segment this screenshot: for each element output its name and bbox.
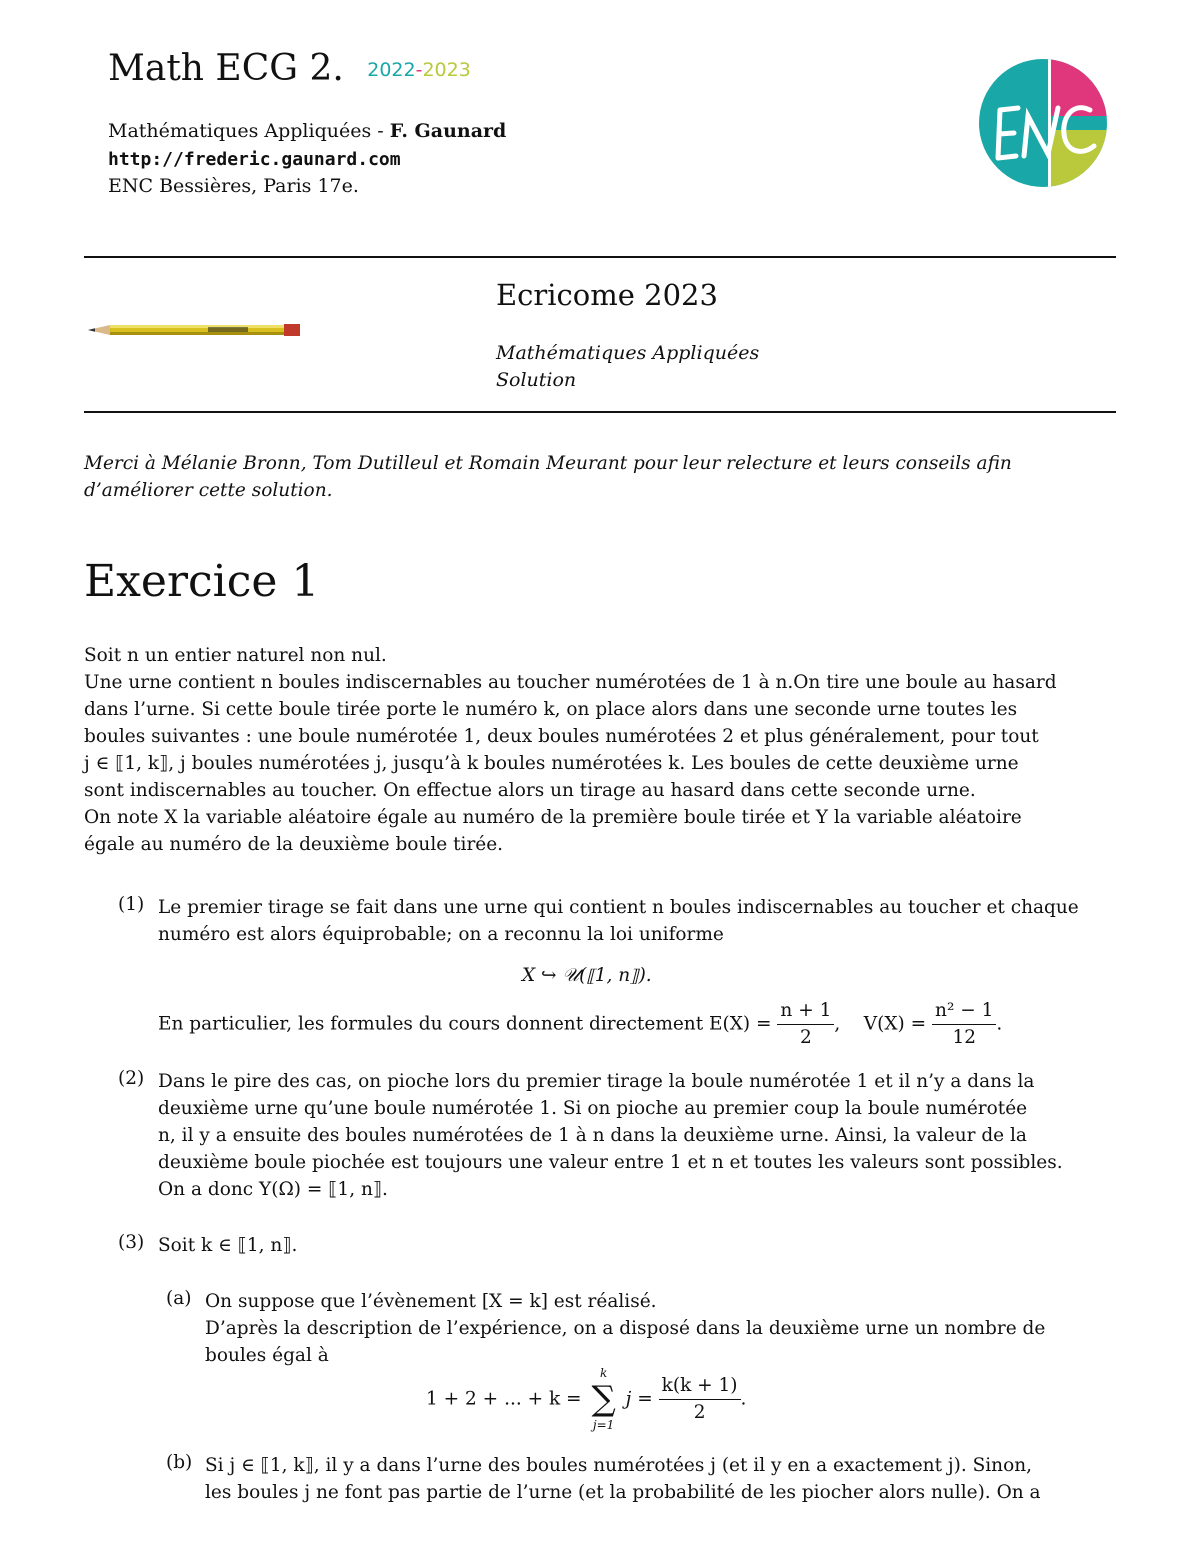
author: F. Gaunard [389, 120, 507, 142]
sum-formula: 1 + 2 + ... + k = k ∑ j=1 j = $\frac{k(k + 1)}{2}$ . [426, 1366, 747, 1432]
uniform-law-formula: X ↪ 𝒰(⟦1, n⟧). [522, 965, 652, 986]
question-3a-label: (a) [166, 1288, 192, 1309]
banner-title: Ecricome 2023 [496, 278, 718, 312]
banner-subtitle: Mathématiques Appliquées [496, 342, 760, 364]
course-title: Math ECG 2. [108, 48, 344, 89]
question-3-text: Soit k ∈ ⟦1, n⟧. [158, 1235, 298, 1256]
exercise-statement: Soit n un entier naturel non nul. Une urne contient n boules indiscernables au toucher numérotées de 1 à n.On tire une boule au hasard dans l’urne. Si cette boule tirée porte le numéro k, on place alors dans une seconde urne toutes les boules suivantes : une boule numérotée 1, deux boules numérotées 2 et plus généralement, pour tout j ∈ ⟦1, k⟧, j boules numérotées j, jusqu’à k boules numérotées k. Les boules de cette deuxième urne sont indiscernables au toucher. On effectue alors un tirage au hasard dans cette seconde urne. On note X la variable aléatoire égale au numéro de la première boule tirée et Y la variable aléatoire égale au numéro de la deuxième boule tirée. [84, 645, 1057, 855]
question-2-text: Dans le pire des cas, on pioche lors du premier tirage la boule numérotée 1 et il n’y a dans la deuxième urne qu’une boule numérotée 1. Si on pioche au premier coup la boule numérotée n, il y a ensuite des boules numérotées de 1 à n dans la deuxième urne. Ainsi, la valeur de la deuxième boule piochée est toujours une valeur entre 1 et n et toutes les valeurs sont possibles. On a donc Y(Ω) = ⟦1, n⟧. [158, 1071, 1063, 1200]
acknowledgement: Merci à Mélanie Bronn, Tom Dutilleul et Romain Meurant pour leur relecture et leurs conseils afin d’améliorer cette solution. [84, 453, 1012, 501]
year-range: 2022-2023 [367, 59, 471, 81]
enc-logo [978, 58, 1108, 188]
bottom-rule [84, 411, 1116, 413]
course-title-row [108, 48, 471, 89]
question-3-label: (3) [118, 1232, 145, 1253]
pencil-icon [88, 322, 300, 336]
question-2-label: (2) [118, 1068, 145, 1089]
expectation-variance-formula: En particulier, les formules du cours donnent directement E(X) = $\frac{n + 1}{2}$ , V(X) = $\frac{\text{n² − 1}}{12}$ . [158, 1000, 1003, 1048]
question-1-text: Le premier tirage se fait dans une urne qui contient n boules indiscernables au toucher et chaque numéro est alors équiprobable; on a reconnu la loi uniforme [158, 897, 1079, 945]
sum-symbol: k ∑ j=1 [591, 1366, 616, 1432]
school-address: ENC Bessières, Paris 17e. [108, 175, 359, 197]
question-3b-label: (b) [166, 1452, 193, 1473]
top-rule [84, 256, 1116, 258]
question-3b-text: Si j ∈ ⟦1, k⟧, il y a dans l’urne des boules numérotées j (et il y en a exactement j). Sinon, les boules j ne font pas partie de l’urne (et la probabilité de les piocher alors nulle). On a [205, 1455, 1041, 1503]
question-3a-text: On suppose que l’évènement [X = k] est réalisé. D’après la description de l’expérience, on a disposé dans la deuxième urne un nombre de boules égal à [205, 1291, 1046, 1366]
banner-solution: Solution [496, 369, 577, 391]
question-1-label: (1) [118, 894, 145, 915]
exercise-heading: Exercice 1 [84, 556, 320, 607]
website-link[interactable]: http://frederic.gaunard.com [108, 149, 401, 170]
subtitle-line: Mathématiques Appliquées - F. Gaunard [108, 120, 507, 142]
